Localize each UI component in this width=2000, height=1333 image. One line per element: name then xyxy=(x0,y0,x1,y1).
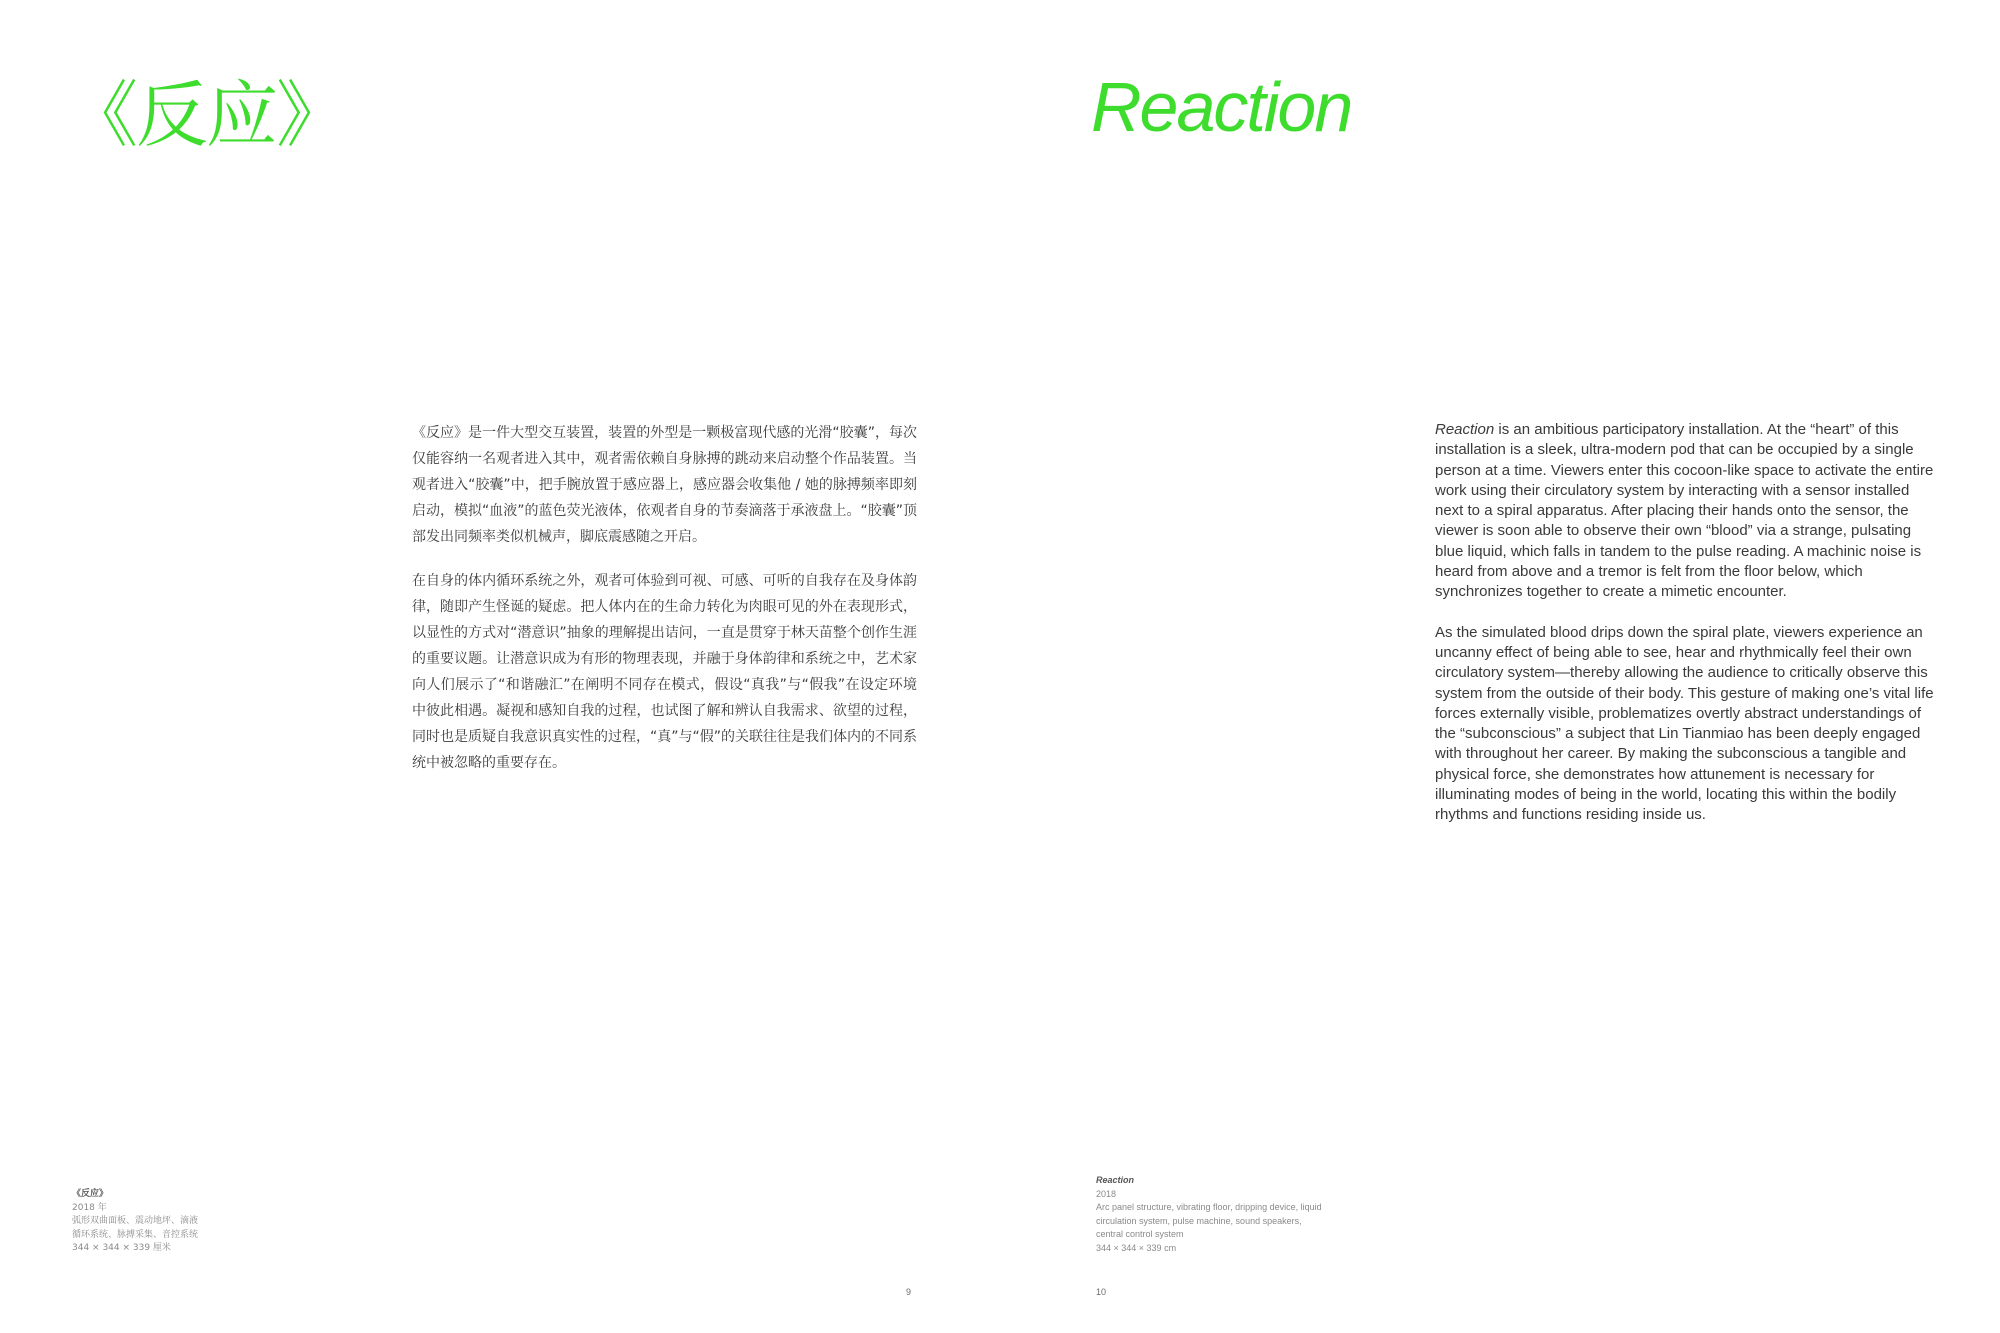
page-number-right: 10 xyxy=(1096,1287,1107,1297)
caption-year: 2018 xyxy=(1096,1188,1117,1199)
english-body-text xyxy=(1435,420,1940,846)
artwork-caption-english xyxy=(1096,1174,1322,1255)
caption-materials-line-1: Arc panel structure, vibrating floor, dripping device, liquid xyxy=(1096,1202,1322,1212)
caption-materials-line-2: circulation system, pulse machine, sound speakers, xyxy=(1096,1215,1302,1226)
caption-dimensions: 344 × 344 × 339 厘米 xyxy=(72,1243,171,1253)
page-title-chinese: 《反应》 xyxy=(66,73,347,157)
paragraph-1-text: is an ambitious participatory installation. At the “heart” of this installation is a sleek, ultra-modern pod that can be occupied by a single person at a time. Viewers enter this cocoon-like space to activate the entire work using their circulatory system by interacting with a sensor installed next to a spiral apparatus. After placing their hands onto the sensor, the viewer is soon able to observe their own “blood” via a strange, pulsating blue liquid, which falls in tandem to the pulse reading. A machinic noise is heard from above and a tremor is felt from the floor below, which synchronizes together to create a mimetic encounter. xyxy=(1435,421,1934,601)
caption-title: Reaction xyxy=(1096,1175,1135,1185)
page-title-english: Reaction xyxy=(1091,68,1352,146)
caption-materials-line-1: 弧形双曲面板、震动地坪、滴液 xyxy=(72,1216,199,1226)
english-paragraph-1 xyxy=(1435,420,1940,603)
english-paragraph-2: As the simulated blood drips down the spiral plate, viewers experience an uncanny effect of being able to see, hear and rhythmically feel their own circulatory system—thereby allowing the audience to critically observe this system from the outside of their body. This gesture of making one’s vital life forces externally visible, problematizes overtly abstract understandings of the “subconscious” a subject that Lin Tianmiao has been deeply engaged with throughout her career. By making the subconscious a tangible and physical force, she demonstrates how attunement is necessary for illuminating modes of being in the world, locating this within the bodily rhythms and functions residing inside us. xyxy=(1435,623,1934,824)
caption-year: 2018 年 xyxy=(72,1202,107,1213)
chinese-body-text xyxy=(412,420,917,794)
caption-dimensions: 344 × 344 × 339 cm xyxy=(1096,1242,1177,1253)
caption-title: 《反应》 xyxy=(72,1189,109,1199)
page-number-left: 9 xyxy=(906,1287,912,1297)
work-title-italic: Reaction xyxy=(1435,421,1495,438)
right-page xyxy=(1000,0,2000,1333)
caption-materials-line-3: central control system xyxy=(1096,1229,1184,1239)
chinese-paragraph-1: 《反应》是一件大型交互装置，装置的外型是一颗极富现代感的光滑“胶囊”，每次仅能容纳一名观者进入其中，观者需依赖自身脉搏的跳动来启动整个作品装置。当观者进入“胶囊”中，把手腕放置于感应器上，感应器会收集他 / 她的脉搏频率即刻启动，模拟“血液”的蓝色荧光液体，依观者自身的节奏滴落于承液盘上。“胶囊”顶部发出同频率类似机械声，脚底震感随之开启。 xyxy=(412,425,918,545)
caption-materials-line-2: 循环系统、脉搏采集、音控系统 xyxy=(72,1229,199,1240)
artwork-caption-chinese xyxy=(72,1188,198,1256)
chinese-paragraph-2: 在自身的体内循环系统之外，观者可体验到可视、可感、可听的自我存在及身体韵律，随即产生怪诞的疑虑。把人体内在的生命力转化为肉眼可见的外在表现形式，以显性的方式对“潜意识”抽象的理解提出诘问，一直是贯穿于林天苗整个创作生涯的重要议题。让潜意识成为有形的物理表现，并融于身体韵律和系统之中，艺术家向人们展示了“和谐融汇”在阐明不同存在模式，假设“真我”与“假我”在设定环境中彼此相遇。凝视和感知自我的过程，也试图了解和辨认自我需求、欲望的过程，同时也是质疑自我意识真实性的过程，“真”与“假”的关联往往是我们体内的不同系统中被忽略的重要存在。 xyxy=(412,573,918,771)
